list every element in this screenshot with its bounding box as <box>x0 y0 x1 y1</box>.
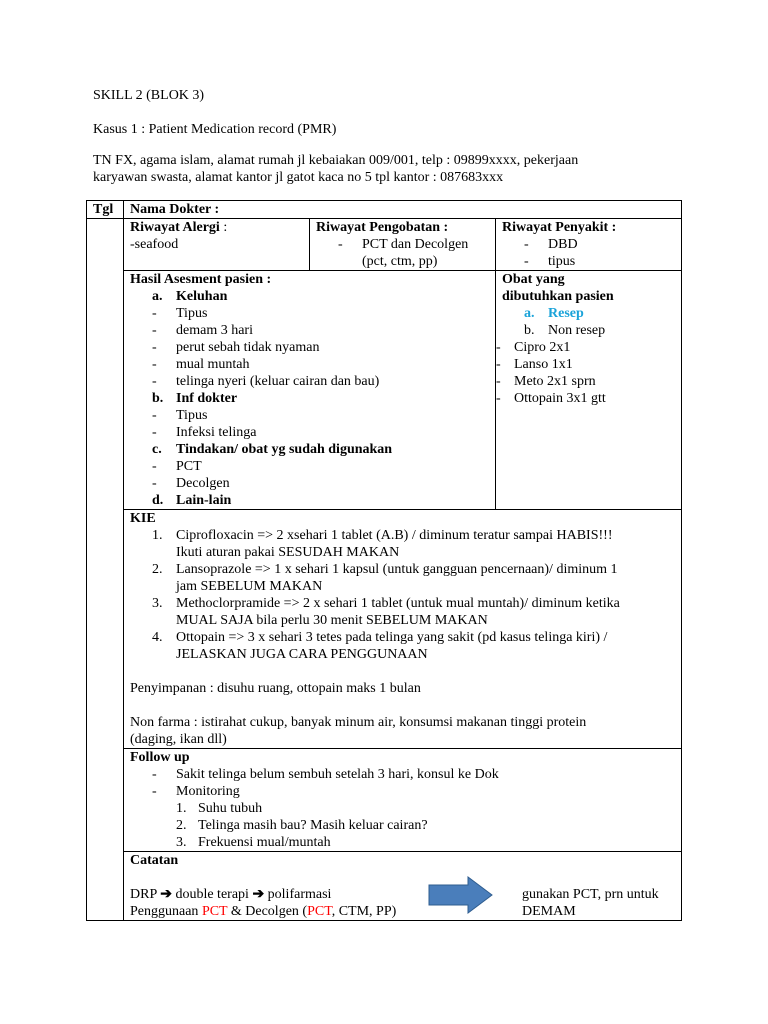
pengobatan-item: - PCT dan Decolgen (pct, ctm, pp) <box>316 236 489 270</box>
kie-item: 4. Ottopain => 3 x sehari 3 tetes pada telinga yang sakit (pd kasus telinga kiri) / JELASKAN JUGA CARA PENGGUNAAN <box>152 630 608 662</box>
doc-title: SKILL 2 (BLOK 3) <box>93 88 205 103</box>
non-farma-line-1: Non farma : istirahat cukup, banyak minum air, konsumsi makanan tinggi protein <box>130 715 587 730</box>
keluhan-item: - perut sebah tidak nyaman <box>130 339 495 356</box>
penyakit-item: - DBD <box>502 236 681 253</box>
monitoring-item: 3. Frekuensi mual/muntah <box>176 835 331 850</box>
tgl-header: Tgl <box>87 201 124 219</box>
inf-dokter-heading: b. Inf dokter <box>152 391 238 406</box>
catatan-label: Catatan <box>130 853 179 868</box>
tindakan-item: - PCT <box>130 458 495 475</box>
pengobatan-label: Riwayat Pengobatan : <box>316 220 449 235</box>
keluhan-item: - telinga nyeri (keluar cairan dan bau) <box>130 373 495 390</box>
patient-info <box>93 152 578 186</box>
kie-item: 1. Ciprofloxacin => 2 xsehari 1 tablet (A.B) / diminum teratur sampai HABIS!!! Ikuti aturan pakai SESUDAH MAKAN <box>152 528 613 560</box>
non-resep-heading: b. Non resep <box>524 323 606 338</box>
arrow-right-icon: ➔ <box>252 887 265 902</box>
follow-up-label: Follow up <box>130 750 190 765</box>
inf-item: - Infeksi telinga <box>130 424 495 441</box>
drp-line: DRP ➔ double terapi ➔ polifarmasi <box>130 887 332 902</box>
pmr-table <box>86 200 682 921</box>
penyakit-item: - tipus <box>502 253 681 270</box>
obat-label-2: dibutuhkan pasien <box>502 289 614 304</box>
obat-item: - Cipro 2x1 <box>502 339 681 356</box>
catatan-cell <box>124 852 682 921</box>
keluhan-item: - Tipus <box>130 305 495 322</box>
asesmen-label: Hasil Asesment pasien : <box>130 272 272 287</box>
monitoring-item: 1. Suhu tubuh <box>176 801 263 816</box>
keluhan-item: - mual muntah <box>130 356 495 373</box>
obat-item: - Lanso 1x1 <box>502 356 681 373</box>
block-arrow-icon <box>428 876 494 914</box>
alergi-value: -seafood <box>130 237 179 252</box>
lain-lain-heading: d. Lain-lain <box>152 493 232 508</box>
riwayat-pengobatan-cell <box>310 219 496 271</box>
keluhan-heading: a. Keluhan <box>152 289 228 304</box>
riwayat-alergi-cell <box>124 219 310 271</box>
obat-label-1: Obat yang <box>502 272 565 287</box>
kie-item: 2. Lansoprazole => 1 x sehari 1 kapsul (untuk gangguan pencernaan)/ diminum 1 jam SEBELUM MAKAN <box>152 562 618 594</box>
kie-item: 3. Methoclorpramide => 2 x sehari 1 tablet (untuk mual muntah)/ diminum ketika MUAL SAJA bila perlu 30 menit SEBELUM MAKAN <box>152 596 620 628</box>
penggunaan-line: Penggunaan PCT & Decolgen (PCT, CTM, PP) <box>130 904 397 919</box>
obat-dibutuhkan-cell <box>496 271 682 510</box>
gunakan-text: gunakan PCT, prn untuk DEMAM <box>522 887 659 919</box>
obat-item: - Meto 2x1 sprn <box>502 373 681 390</box>
tindakan-item: - Decolgen <box>130 475 495 492</box>
penyakit-label: Riwayat Penyakit : <box>502 220 617 235</box>
alergi-colon: : <box>219 220 228 235</box>
resep-heading: a. Resep <box>524 306 584 321</box>
asesmen-cell <box>124 271 496 510</box>
nama-dokter: Nama Dokter : <box>124 201 682 219</box>
follow-up-item: - Monitoring <box>130 783 681 800</box>
alergi-label: Riwayat Alergi <box>130 220 220 235</box>
monitoring-item: 2. Telinga masih bau? Masih keluar cairan? <box>176 818 428 833</box>
tindakan-heading: c. Tindakan/ obat yg sudah digunakan <box>152 442 393 457</box>
non-farma-line-2: (daging, ikan dll) <box>130 732 227 747</box>
patient-line-2: karyawan swasta, alamat kantor jl gatot kaca no 5 tpl kantor : 087683xxx <box>93 170 504 185</box>
kie-cell <box>124 510 682 749</box>
patient-line-1: TN FX, agama islam, alamat rumah jl kebaiakan 009/001, telp : 09899xxxx, pekerjaan <box>93 153 579 168</box>
follow-up-cell <box>124 749 682 852</box>
case-title: Kasus 1 : Patient Medication record (PMR) <box>93 122 337 137</box>
follow-up-item: - Sakit telinga belum sembuh setelah 3 hari, konsul ke Dok <box>130 766 681 783</box>
keluhan-item: - demam 3 hari <box>130 322 495 339</box>
inf-item: - Tipus <box>130 407 495 424</box>
arrow-right-icon: ➔ <box>160 887 172 902</box>
kie-label: KIE <box>130 511 156 526</box>
penyimpanan-text: Penyimpanan : disuhu ruang, ottopain maks 1 bulan <box>130 681 421 696</box>
riwayat-penyakit-cell <box>496 219 682 271</box>
obat-item: - Ottopain 3x1 gtt <box>502 390 681 407</box>
tgl-column <box>87 219 124 921</box>
